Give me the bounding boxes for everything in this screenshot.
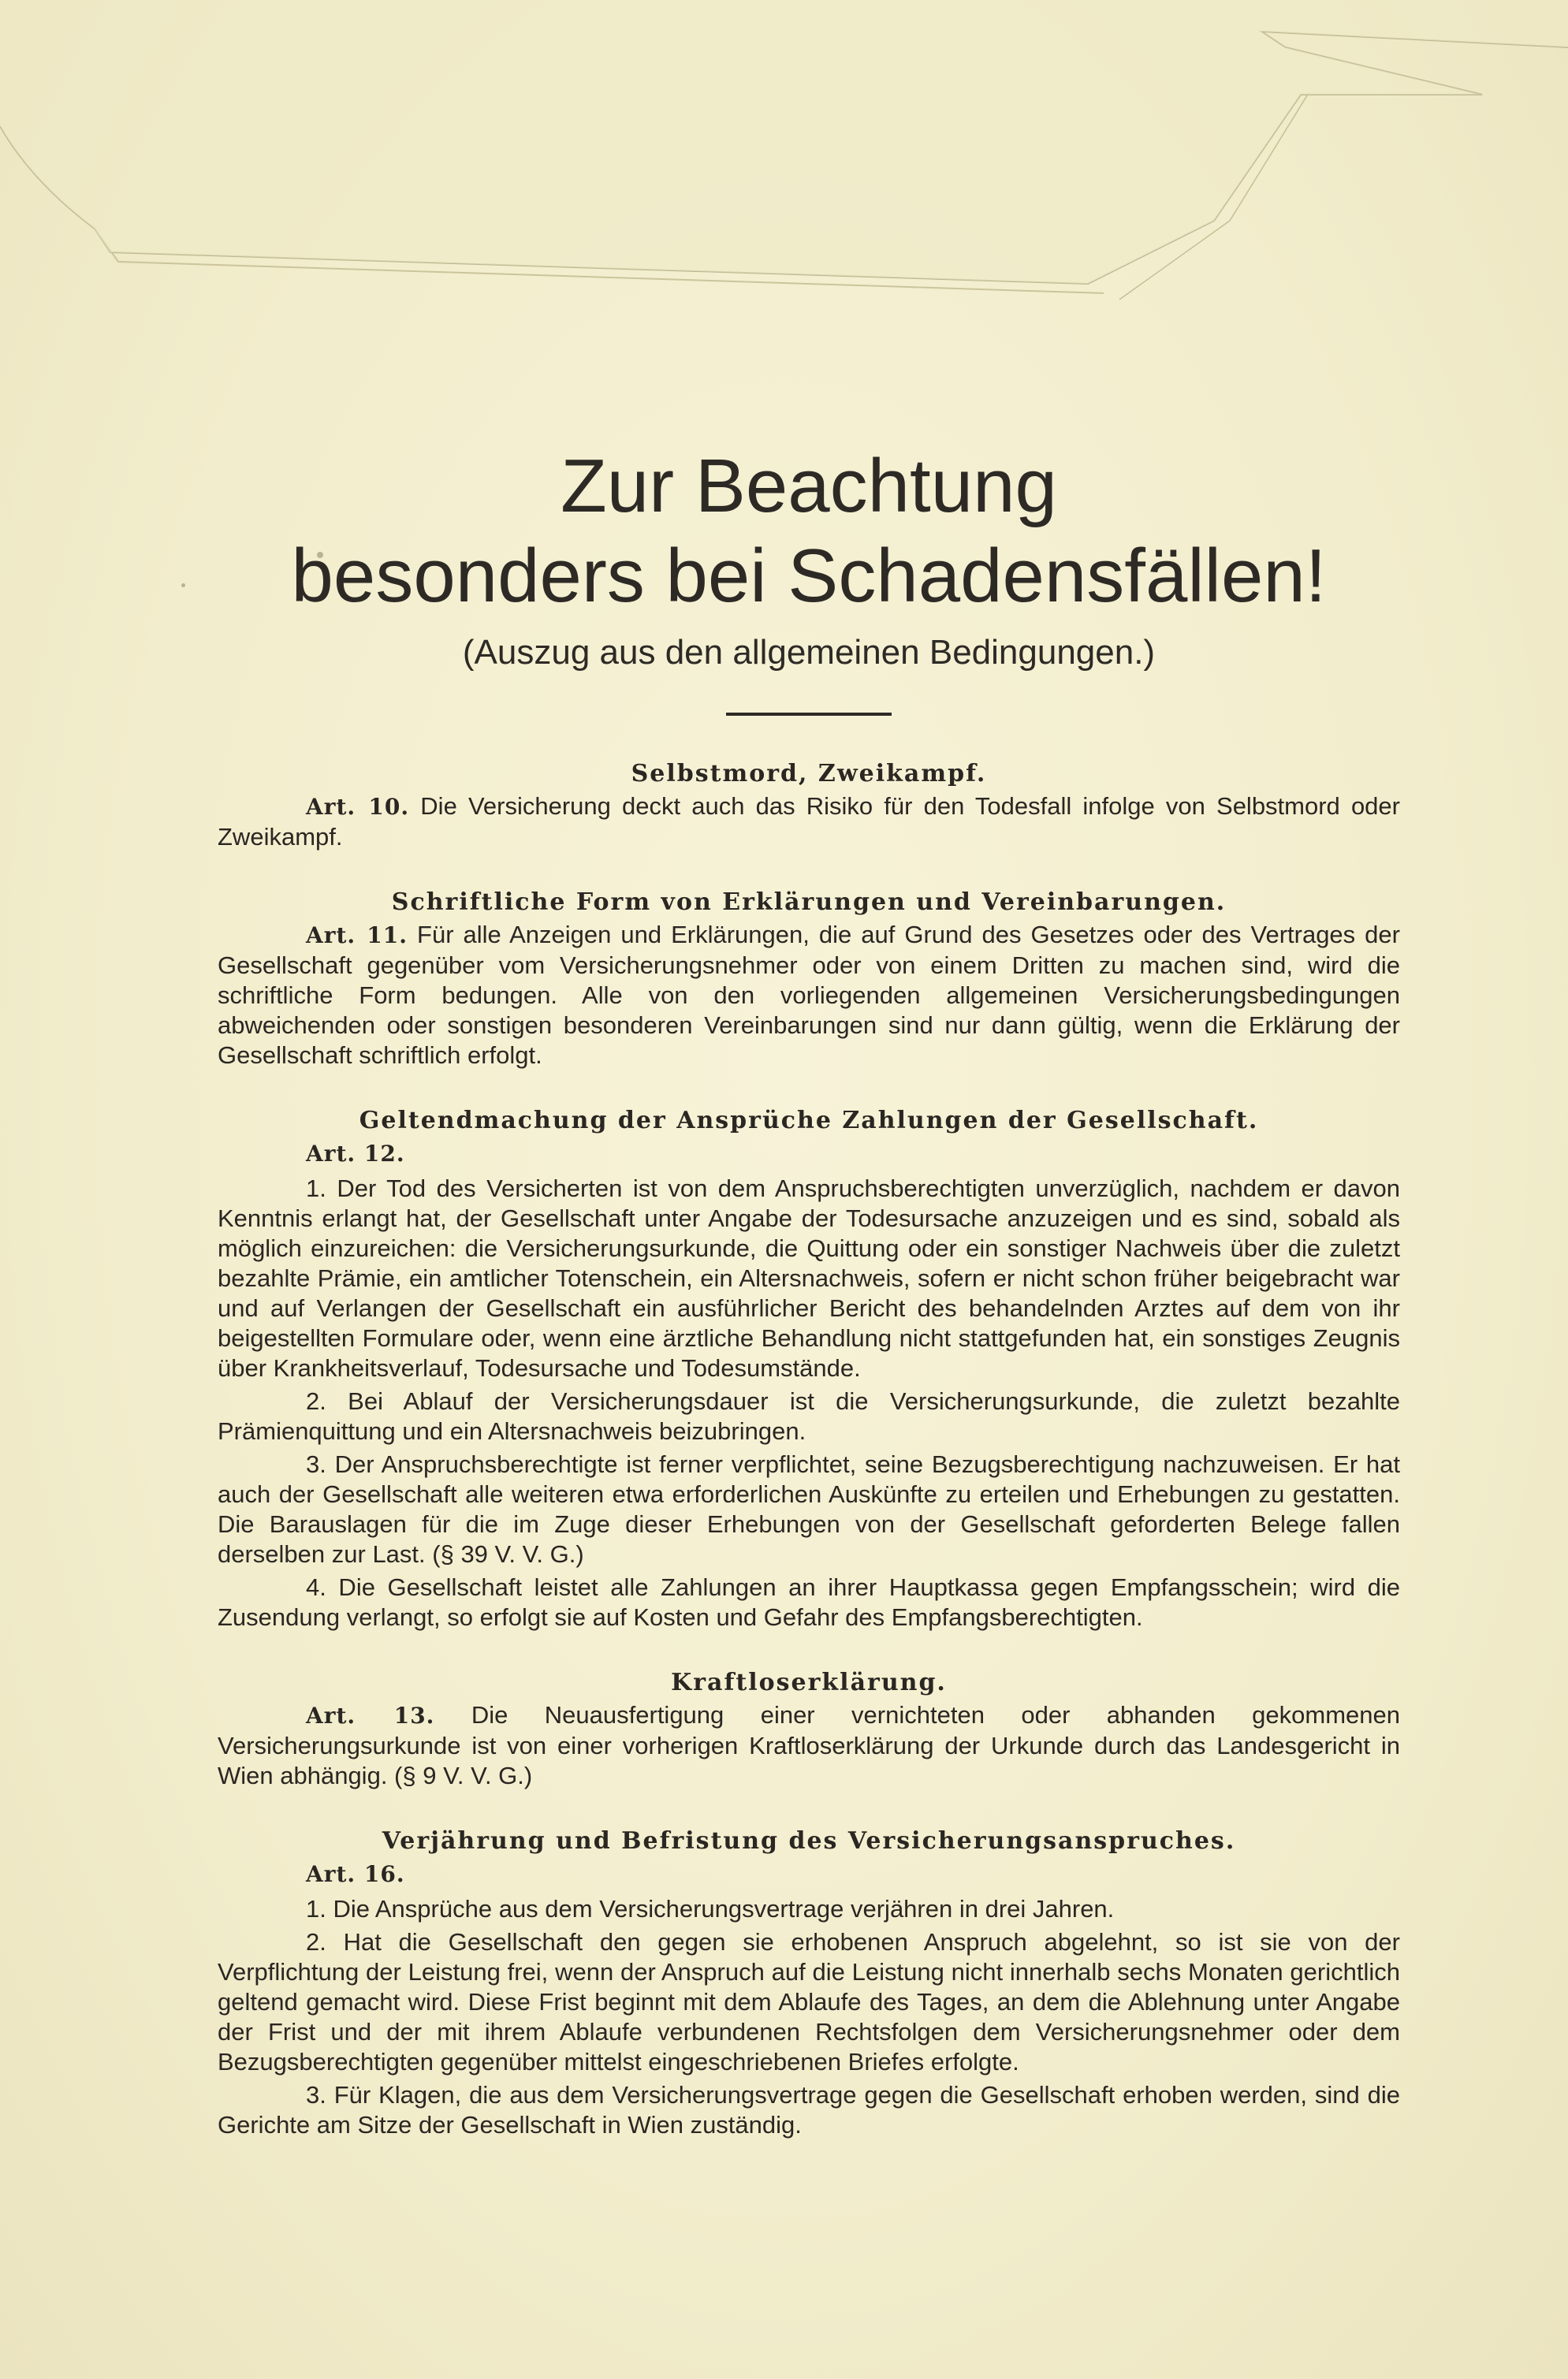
numbered-paragraph: 3. Der Anspruchsberechtigte ist ferner verpflichtet, seine Bezugsberechtigung nachzuweisen. Er hat auch der Gesellschaft alle weiteren etwa erforderlichen Auskünfte zu erteilen und Erhebungen zu gestatten. Die Barauslagen für die im Zuge dieser Erhebungen von der Gesellschaft geforderten Belege fallen derselben zur Last. (§ 39 V. V. G.) [218, 1450, 1400, 1568]
paper-fold-crease [0, 0, 1568, 331]
numbered-paragraph: 1. Der Tod des Versicherten ist von dem Anspruchsberechtigten unverzüglich, nachdem er davon Kenntnis erlangt hat, der Gesellschaft unter Angabe der Todesursache anzuzeigen und es sind, sobald als möglich einzureichen: die Versicherungsurkunde, die Quittung oder ein sonstiger Nachweis über die zuletzt bezahlte Prämie, ein amtlicher Totenschein, ein Altersnachweis, sofern er nicht schon früher beigebracht war und auf Verlangen der Gesellschaft ein ausführlicher Bericht des behandelnden Arztes auf dem von ihr beigestellten Formulare oder, wenn eine ärztliche Behandlung nicht stattgefunden hat, ein sonstiges Zeugnis über Krankheitsverlauf, Todesursache und Todesumstände. [218, 1175, 1400, 1382]
title-line-2: besonders bei Schadensfällen! [291, 534, 1327, 618]
article-line [218, 1859, 1400, 1889]
section-heading: Selbstmord, Zweikampf. [631, 760, 987, 787]
section-heading: Kraftloserklärung. [671, 1669, 947, 1696]
divider [726, 713, 892, 716]
article-text: Für alle Anzeigen und Erklärungen, die auf Grund des Gesetzes oder des Vertrages der Gesellschaft gegenüber vom Versicherungsnehmer oder von einem Dritten zu machen sind, wird die schriftliche Form bedungen. Alle von den vorliegenden allgemeinen Versicherungsbedingungen abweichenden oder sonstigen besonderen Vereinbarungen sind nur dann gültig, wenn die Erklärung der Gesellschaft schriftlich erfolgt. [218, 921, 1400, 1069]
section-art-10 [218, 758, 1400, 852]
numbered-paragraph: 2. Bei Ablauf der Versicherungsdauer ist die Versicherungsurkunde, die zuletzt bezahlte Prämienquittung und ein Altersnachweis beizubringen. [218, 1387, 1400, 1445]
section-heading: Verjährung und Befristung des Versicherungsanspruches. [382, 1827, 1236, 1855]
numbered-paragraph: 4. Die Gesellschaft leistet alle Zahlungen an ihrer Hauptkassa gegen Empfangsschein; wird die Zusendung verlangt, so erfolgt sie auf Kosten und Gefahr des Empfangsberechtigten. [218, 1573, 1400, 1631]
page-title [218, 441, 1400, 621]
document-body [218, 441, 1400, 2175]
article-text: Die Neuausfertigung einer vernichteten oder abhanden gekommenen Versicherungsurkunde ist von einer vorherigen Kraftloserklärung der Urkunde durch das Landesgericht in Wien abhängig. (§ 9 V. V. G.) [218, 1701, 1400, 1789]
numbered-paragraph: 2. Hat die Gesellschaft den gegen sie erhobenen Anspruch abgelehnt, so ist sie von der Verpflichtung der Leistung frei, wenn der Anspruch auf die Leistung nicht innerhalb sechs Monaten gerichtlich geltend gemacht wird. Diese Frist beginnt mit dem Ablaufe des Tages, an dem die Ablehnung unter Angabe der Frist und der mit ihrem Ablaufe verbundenen Rechtsfolgen dem Versicherungsnehmer oder dem Bezugsberechtigten gegenüber mittelst eingeschriebenen Briefes erfolgte. [218, 1928, 1400, 2076]
section-art-12 [218, 1105, 1400, 1633]
article-text: Die Versicherung deckt auch das Risiko für den Todesfall infolge von Selbstmord oder Zweikampf. [218, 792, 1400, 851]
numbered-paragraph: 1. Die Ansprüche aus dem Versicherungsvertrage verjähren in drei Jahren. [306, 1895, 1115, 1923]
speck [181, 583, 185, 587]
section-heading: Geltendmachung der Ansprüche Zahlungen der Gesellschaft. [359, 1107, 1259, 1134]
page-subtitle: (Auszug aus den allgemeinen Bedingungen.) [462, 633, 1156, 672]
section-art-13 [218, 1667, 1400, 1791]
article-number: Art. 16. [306, 1861, 405, 1887]
article-line [218, 1138, 1400, 1169]
section-art-11 [218, 887, 1400, 1070]
title-line-1: Zur Beachtung [561, 444, 1057, 528]
section-heading: Schriftliche Form von Erklärungen und Vereinbarungen. [391, 888, 1227, 916]
article-number: Art. 13. [306, 1703, 435, 1729]
section-text [218, 1700, 1400, 1791]
section-art-16 [218, 1826, 1400, 2140]
numbered-paragraph: 3. Für Klagen, die aus dem Versicherungsvertrage gegen die Gesellschaft erhoben werden, sind die Gerichte am Sitze der Gesellschaft in Wien zuständig. [218, 2081, 1400, 2139]
article-number: Art. 12. [306, 1141, 405, 1167]
section-text [218, 920, 1400, 1070]
article-number: Art. 11. [306, 922, 408, 948]
article-number: Art. 10. [306, 794, 410, 820]
section-text [218, 791, 1400, 852]
